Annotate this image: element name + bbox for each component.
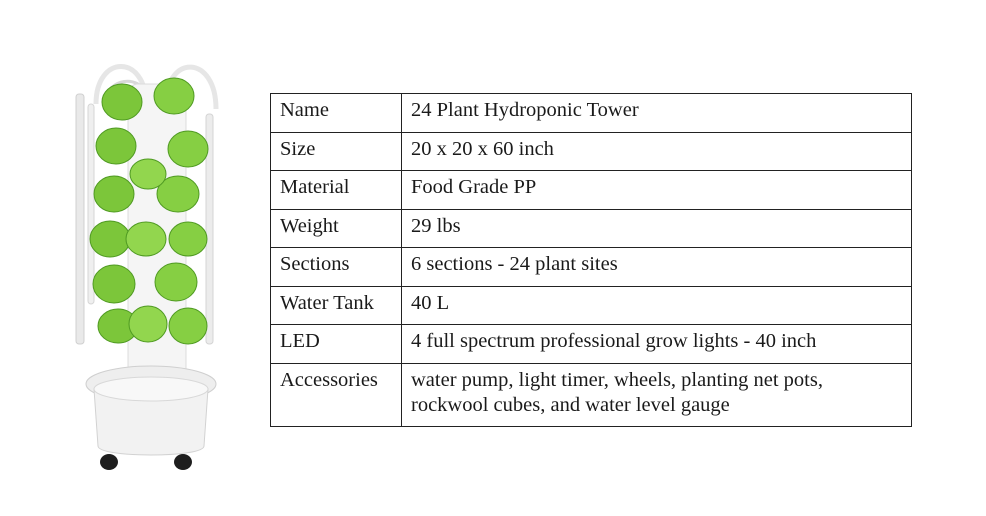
product-image [56, 34, 226, 474]
table-row [271, 171, 912, 210]
spec-value: 20 x 20 x 60 inch [402, 132, 912, 171]
spec-value-line: rockwool cubes, and water level gauge [411, 393, 730, 416]
table-row [271, 94, 912, 133]
spec-table [270, 93, 912, 427]
table-row [271, 286, 912, 325]
table-row [271, 325, 912, 364]
spec-value: Food Grade PP [402, 171, 912, 210]
table-row [271, 248, 912, 287]
spec-value: 29 lbs [402, 209, 912, 248]
spec-value: 6 sections - 24 plant sites [402, 248, 912, 287]
hydroponic-tower-icon [56, 34, 226, 474]
spec-value: 24 Plant Hydroponic Tower [402, 94, 912, 133]
spec-label: Size [271, 132, 402, 171]
spec-value: 40 L [402, 286, 912, 325]
spec-label: Material [271, 171, 402, 210]
spec-value-line: water pump, light timer, wheels, planting net pots, [411, 368, 823, 391]
spec-label: Weight [271, 209, 402, 248]
spec-label: Sections [271, 248, 402, 287]
spec-value: 4 full spectrum professional grow lights - 40 inch [402, 325, 912, 364]
table-row [271, 363, 912, 426]
spec-label: Accessories [271, 363, 402, 426]
table-row [271, 209, 912, 248]
table-row [271, 132, 912, 171]
spec-label: LED [271, 325, 402, 364]
spec-label: Name [271, 94, 402, 133]
spec-label: Water Tank [271, 286, 402, 325]
spec-value [402, 363, 912, 426]
